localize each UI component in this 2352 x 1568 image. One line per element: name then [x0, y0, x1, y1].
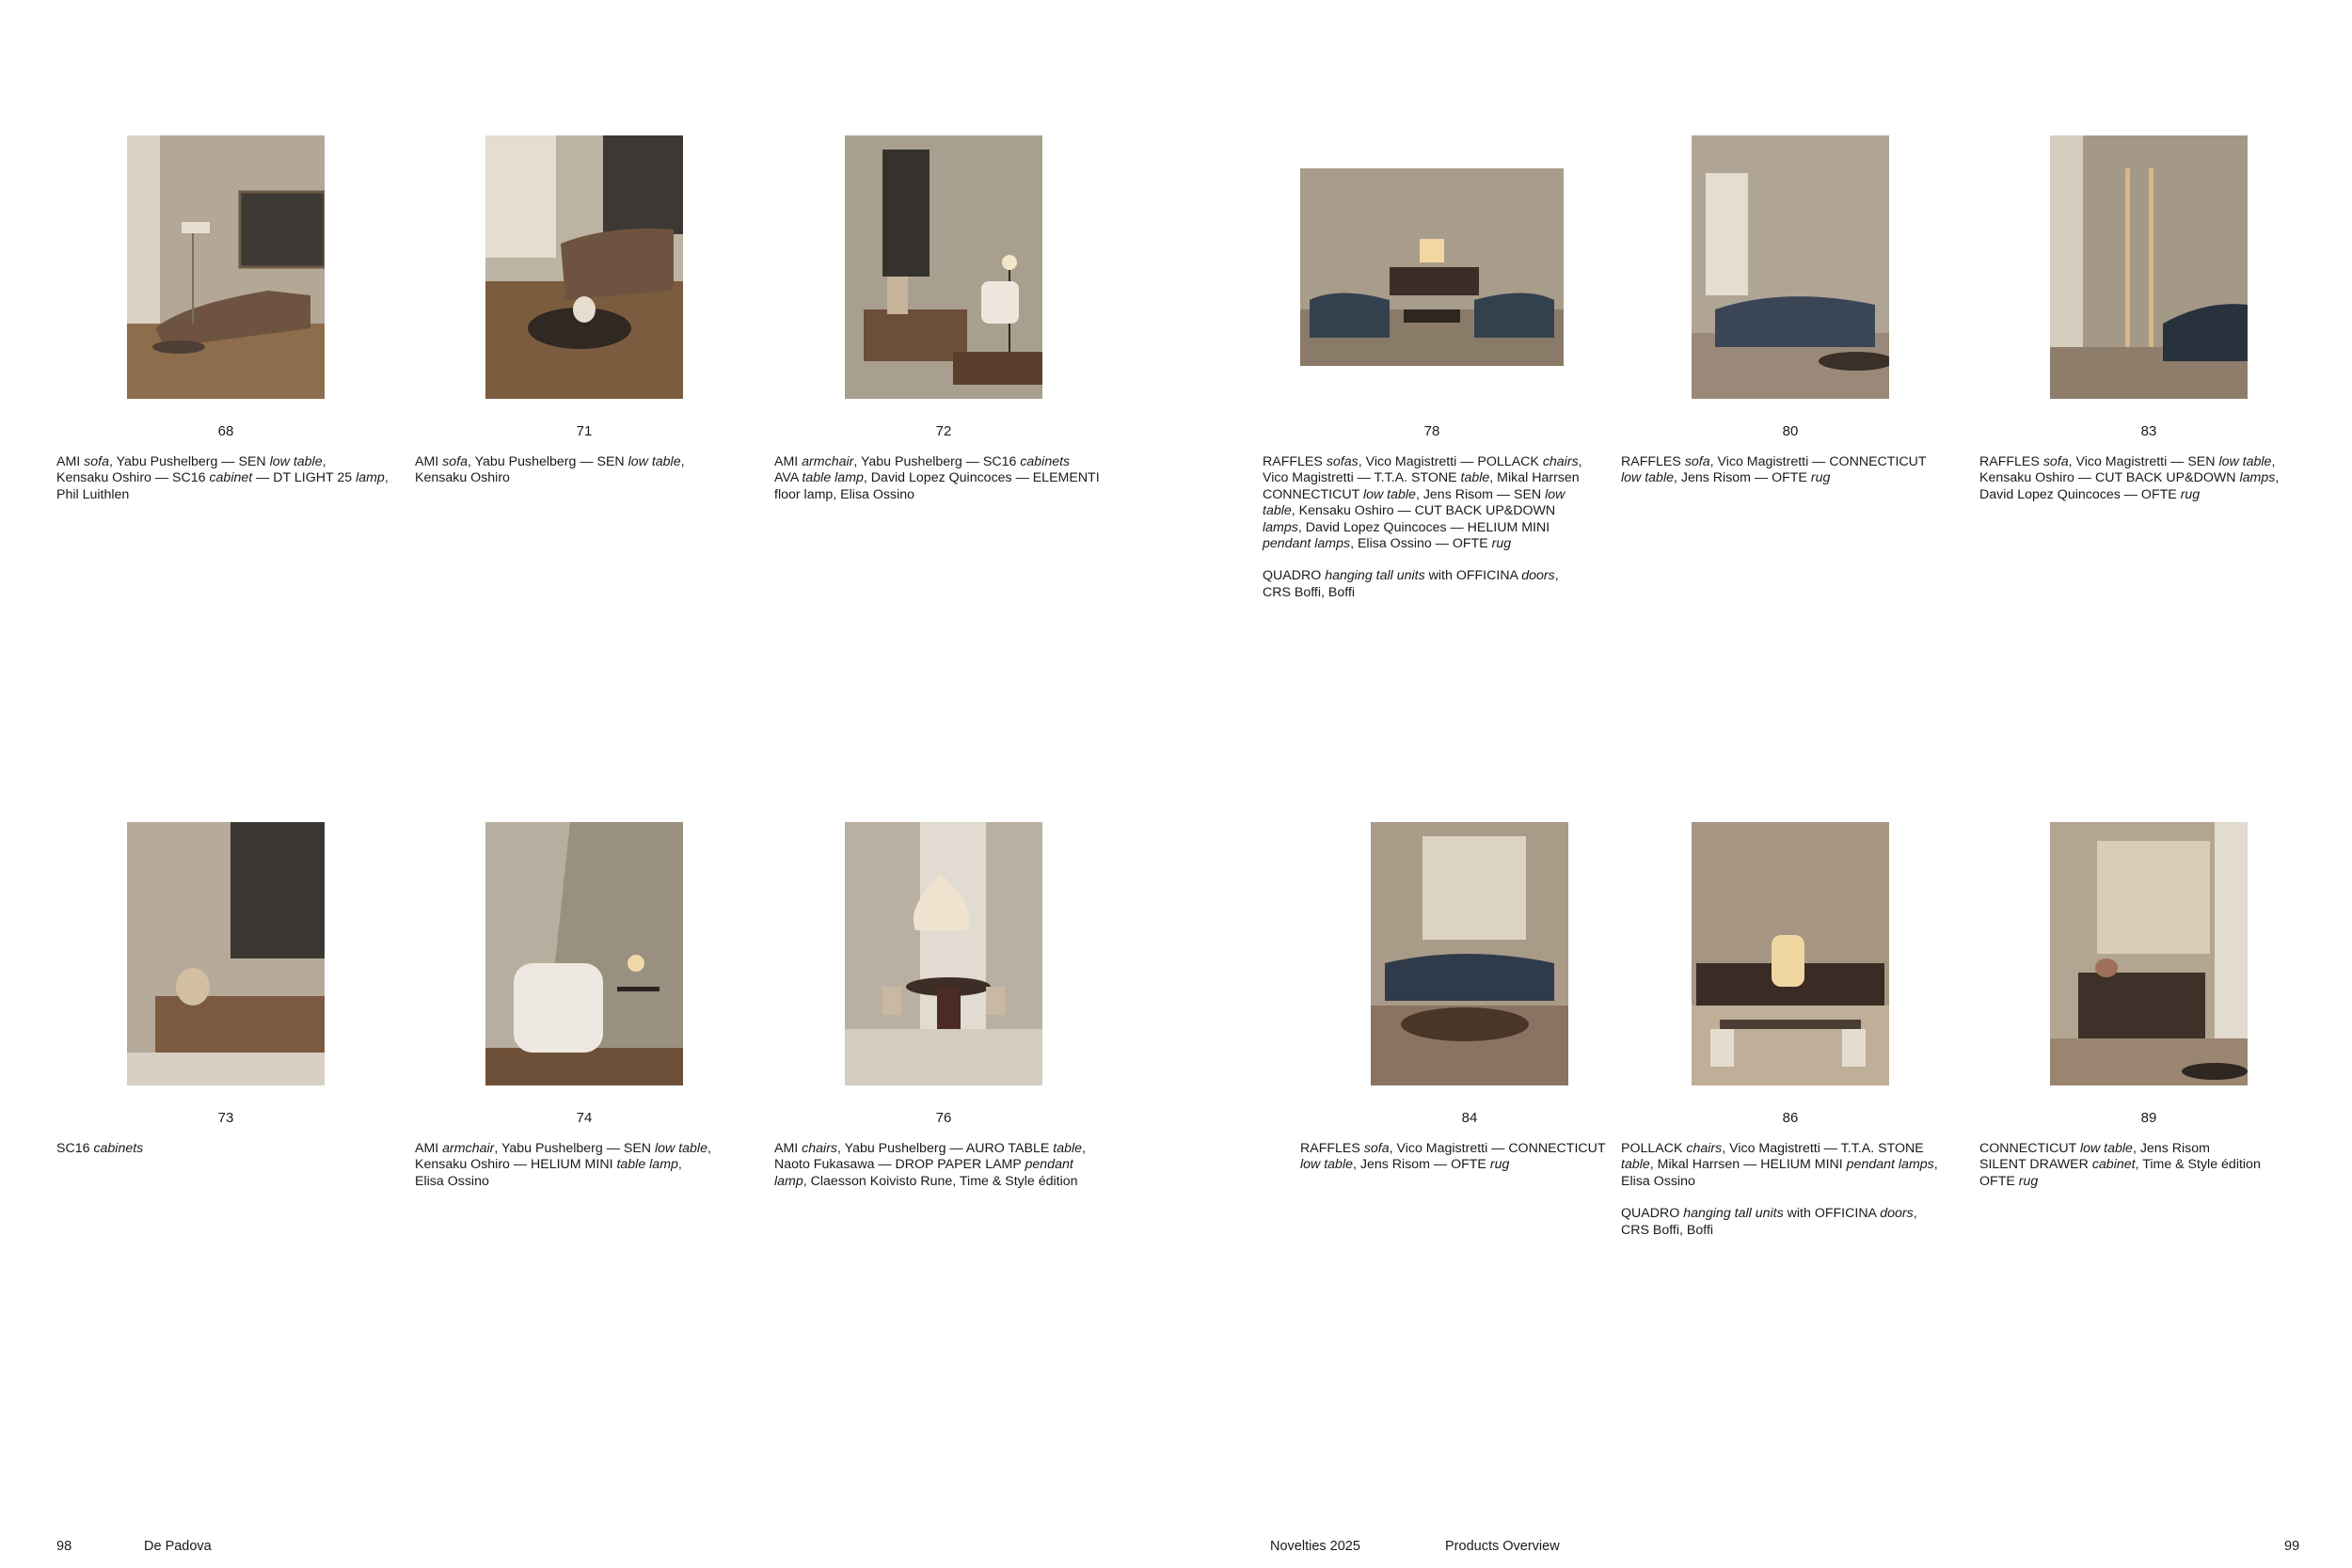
section-title: Products Overview — [1445, 1539, 1560, 1554]
page-reference: 68 — [217, 423, 234, 439]
caption-italic-term: sofa — [2042, 454, 2069, 469]
caption-text: AMI — [415, 454, 443, 469]
product-caption — [1979, 1141, 2318, 1190]
caption-italic-term: chairs — [1686, 1141, 1723, 1156]
caption-italic-term: table lamp — [802, 470, 864, 486]
caption-text: , CRS Boffi, Boffi — [1263, 568, 1559, 600]
product-photo — [2050, 135, 2248, 399]
caption-italic-term: chairs — [802, 1141, 838, 1156]
caption-italic-term: cabinets — [93, 1141, 144, 1156]
product-card — [415, 822, 754, 1190]
product-caption — [1621, 1141, 1960, 1239]
caption-text: , Kensaku Oshiro — HELIUM MINI — [415, 1141, 711, 1173]
caption-italic-term: low table — [1263, 486, 1565, 519]
caption-text: AVA — [774, 470, 799, 486]
product-photo — [485, 822, 683, 1085]
product-photo — [2050, 822, 2248, 1085]
caption-italic-term: rug — [2018, 1173, 2039, 1189]
caption-italic-term: low table — [628, 454, 681, 469]
caption-text: , Mikal Harrsen CONNECTICUT — [1263, 470, 1580, 502]
caption-text: with OFFICINA — [1424, 568, 1522, 584]
caption-text: , Kensaku Oshiro — CUT BACK UP&DOWN — [1291, 503, 1556, 519]
caption-text: , Kensaku Oshiro — CUT BACK UP&DOWN — [1979, 454, 2276, 486]
caption-text: , Elisa Ossino — [1621, 1157, 1938, 1189]
caption-text: , Yabu Pushelberg — AURO TABLE — [837, 1141, 1054, 1156]
product-card — [56, 135, 395, 503]
product-card — [774, 135, 1113, 503]
caption-italic-term: hanging tall units — [1325, 568, 1425, 584]
product-caption — [1621, 454, 1960, 487]
caption-italic-term: rug — [2180, 486, 2201, 502]
caption-paragraph — [56, 454, 395, 503]
page-reference: 72 — [935, 423, 952, 439]
caption-text: , Kensaku Oshiro — [415, 454, 685, 486]
caption-paragraph — [1300, 1141, 1639, 1174]
caption-italic-term: table — [1460, 470, 1490, 486]
page-reference: 83 — [2140, 423, 2157, 439]
page-reference: 76 — [935, 1110, 952, 1126]
caption-text: , Vico Magistretti — CONNECTICUT — [1709, 454, 1927, 469]
product-card — [415, 135, 754, 487]
caption-paragraph — [1621, 454, 1960, 487]
product-photo — [1692, 135, 1889, 399]
caption-italic-term: sofa — [442, 454, 468, 469]
page-reference: 84 — [1461, 1110, 1478, 1126]
product-photo — [127, 135, 325, 399]
caption-text: AMI — [56, 454, 85, 469]
caption-italic-term: cabinets — [1020, 454, 1071, 469]
product-caption — [56, 1141, 395, 1157]
page-reference: 89 — [2140, 1110, 2157, 1126]
product-card — [1621, 822, 1960, 1239]
product-card — [1263, 135, 1601, 601]
caption-paragraph — [774, 1141, 1113, 1190]
caption-text: , David Lopez Quincoces — OFTE — [1979, 470, 2280, 502]
caption-text: , Jens Risom — OFTE — [1353, 1157, 1490, 1173]
caption-paragraph — [415, 1141, 754, 1190]
page-reference: 73 — [217, 1110, 234, 1126]
caption-text: RAFFLES — [1621, 454, 1685, 469]
caption-italic-term: armchair — [802, 454, 854, 469]
caption-text: AMI — [774, 1141, 803, 1156]
caption-text: — DT LIGHT 25 — [252, 470, 357, 486]
product-caption — [774, 1141, 1113, 1190]
caption-text: , Vico Magistretti — T.T.A. STONE — [1722, 1141, 1924, 1156]
product-card — [1621, 135, 1960, 487]
product-caption — [415, 1141, 754, 1190]
caption-italic-term: low table — [2218, 454, 2272, 469]
caption-text: , David Lopez Quincoces — HELIUM MINI — [1297, 519, 1550, 535]
caption-text: , Jens Risom SILENT DRAWER — [1979, 1141, 2210, 1173]
product-caption — [1979, 454, 2318, 503]
product-photo — [1371, 822, 1568, 1085]
product-caption — [415, 454, 754, 487]
caption-text: POLLACK — [1621, 1141, 1687, 1156]
caption-paragraph — [1621, 1206, 1960, 1239]
caption-italic-term: pendant lamps — [1263, 536, 1351, 552]
caption-paragraph — [1263, 454, 1601, 552]
caption-text: , Jens Risom — SEN — [1415, 486, 1546, 502]
right-page-number: 99 — [2284, 1539, 2300, 1554]
product-photo — [485, 135, 683, 399]
product-caption — [1300, 1141, 1639, 1174]
product-caption — [774, 454, 1113, 503]
caption-italic-term: rug — [1491, 536, 1512, 552]
caption-paragraph — [1263, 568, 1601, 601]
caption-text: CONNECTICUT — [1979, 1141, 2080, 1156]
caption-text: RAFFLES — [1263, 454, 1327, 469]
page-reference: 71 — [576, 423, 593, 439]
product-card — [1979, 135, 2318, 503]
caption-italic-term: low table — [1621, 470, 1674, 486]
product-photo — [845, 822, 1042, 1085]
caption-paragraph — [1621, 1141, 1960, 1190]
caption-italic-term: sofa — [1684, 454, 1710, 469]
caption-italic-term: table — [1621, 1157, 1650, 1173]
caption-text: , Naoto Fukasawa — DROP PAPER LAMP — [774, 1141, 1086, 1173]
product-caption — [1263, 454, 1601, 601]
caption-italic-term: chairs — [1542, 454, 1579, 469]
caption-italic-term: armchair — [442, 1141, 495, 1156]
caption-text: , Vico Magistretti — SEN — [2068, 454, 2219, 469]
caption-italic-term: pendant lamp — [774, 1157, 1073, 1189]
caption-italic-term: low table — [269, 454, 323, 469]
product-photo — [127, 822, 325, 1085]
page-reference: 86 — [1782, 1110, 1799, 1126]
caption-italic-term: doors — [1880, 1206, 1914, 1222]
caption-text: , Elisa Ossino — [415, 1157, 682, 1189]
caption-italic-term: table — [1053, 1141, 1083, 1156]
caption-italic-term: pendant lamps — [1846, 1157, 1934, 1173]
caption-text: AMI — [774, 454, 803, 469]
collection-title: Novelties 2025 — [1270, 1539, 1360, 1554]
caption-text: with OFFICINA — [1783, 1206, 1881, 1222]
caption-paragraph — [1979, 454, 2318, 503]
page-reference: 74 — [576, 1110, 593, 1126]
caption-text: QUADRO — [1621, 1206, 1684, 1222]
product-card — [774, 822, 1113, 1190]
caption-text: , CRS Boffi, Boffi — [1621, 1206, 1917, 1238]
caption-text: , Yabu Pushelberg — SC16 — [853, 454, 1021, 469]
product-card — [1300, 822, 1639, 1174]
caption-text: SC16 — [56, 1141, 94, 1156]
caption-paragraph — [56, 1141, 395, 1157]
caption-text: , Time & Style édition OFTE — [1979, 1157, 2261, 1189]
caption-italic-term: low table — [1300, 1157, 1353, 1173]
caption-text: , Yabu Pushelberg — SEN — [494, 1141, 655, 1156]
caption-italic-term: sofa — [1363, 1141, 1390, 1156]
caption-paragraph — [415, 454, 754, 487]
caption-text: RAFFLES — [1979, 454, 2043, 469]
page-reference: 78 — [1423, 423, 1440, 439]
product-card — [56, 822, 395, 1157]
caption-text: , Kensaku Oshiro — SC16 — [56, 454, 326, 486]
product-caption — [56, 454, 395, 503]
caption-text: , Jens Risom — OFTE — [1674, 470, 1811, 486]
caption-text: , Vico Magistretti — CONNECTICUT — [1389, 1141, 1606, 1156]
caption-paragraph — [774, 454, 1113, 503]
caption-text: , Vico Magistretti — POLLACK — [1358, 454, 1543, 469]
page-reference: 80 — [1782, 423, 1799, 439]
caption-italic-term: lamps — [2239, 470, 2276, 486]
caption-italic-term: sofa — [84, 454, 109, 469]
caption-italic-term: cabinet — [2091, 1157, 2136, 1173]
product-photo — [1300, 168, 1564, 366]
caption-italic-term: sofas — [1326, 454, 1359, 469]
caption-italic-term: low table — [2079, 1141, 2133, 1156]
caption-text: RAFFLES — [1300, 1141, 1364, 1156]
caption-text: , Claesson Koivisto Rune, Time & Style édition — [803, 1173, 1078, 1189]
caption-text: , Vico Magistretti — T.T.A. STONE — [1263, 454, 1582, 486]
caption-text: , Yabu Pushelberg — SEN — [468, 454, 628, 469]
product-photo — [845, 135, 1042, 399]
caption-text: , Elisa Ossino — OFTE — [1350, 536, 1492, 552]
caption-italic-term: cabinet — [209, 470, 253, 486]
caption-italic-term: low table — [1362, 486, 1416, 502]
product-photo — [1692, 822, 1889, 1085]
caption-text: , Yabu Pushelberg — SEN — [109, 454, 270, 469]
caption-italic-term: lamps — [1263, 519, 1298, 535]
caption-text: , David Lopez Quincoces — ELEMENTI floor lamp, Elisa Ossino — [774, 470, 1100, 502]
caption-italic-term: table lamp — [616, 1157, 678, 1173]
caption-text: , Mikal Harrsen — HELIUM MINI — [1649, 1157, 1847, 1173]
left-brand-name: De Padova — [144, 1539, 212, 1554]
caption-text: QUADRO — [1263, 568, 1326, 584]
caption-text: AMI — [415, 1141, 443, 1156]
caption-italic-term: hanging tall units — [1683, 1206, 1784, 1222]
caption-italic-term: low table — [654, 1141, 707, 1156]
caption-text: , Phil Luithlen — [56, 470, 389, 502]
caption-italic-term: lamp — [356, 470, 385, 486]
caption-italic-term: rug — [1489, 1157, 1510, 1173]
caption-italic-term: doors — [1521, 568, 1555, 584]
left-page-number: 98 — [56, 1539, 72, 1554]
caption-paragraph — [1979, 1141, 2318, 1190]
caption-italic-term: rug — [1810, 470, 1831, 486]
product-card — [1979, 822, 2318, 1190]
